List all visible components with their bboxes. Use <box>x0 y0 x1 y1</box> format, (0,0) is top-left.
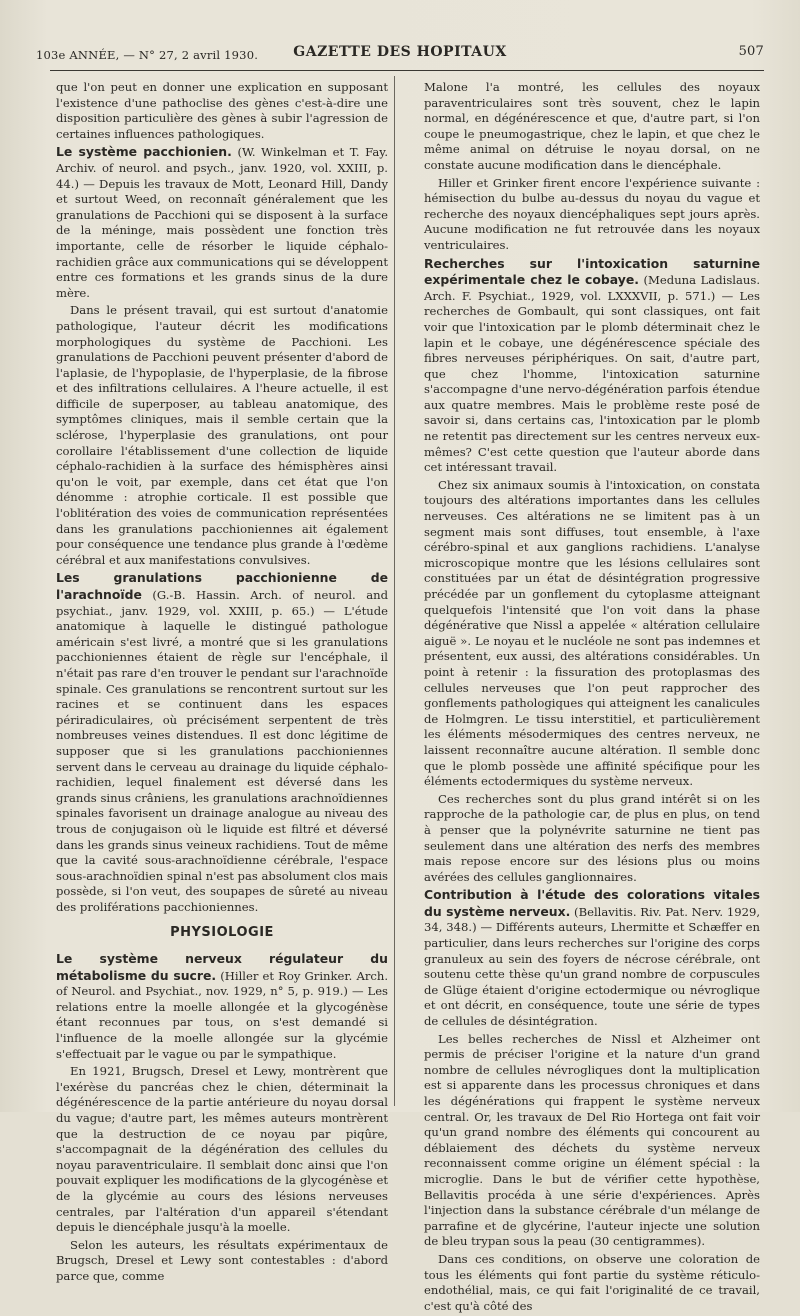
journal-title: GAZETTE DES HOPITAUX <box>293 44 507 60</box>
article-text: — Les recherches de Gombault, qui sont classiques, ont fait voir que l'intoxication par le plomb déterminait chez le lapin et le cobaye, une dégénérescence spéciale des fibres nerveuses périphériques. On sait, d'autre part, que chez l'homme, l'intoxication saturnine s'accompagne d'une nervo-dégénération parfois étendue aux quatre membres. Mais le problème reste posé de savoir si, dans certains cas, l'intoxication par le plomb ne retentit pas directement sur les centres nerveux eux-mêmes? C'est cette question que l'auteur aborde dans cet intéressant travail. <box>424 288 760 475</box>
paragraph: Ces recherches sont du plus grand intérêt si on les rapproche de la pathologie car, de plus en plus, on tend à penser que la polynévrite saturnine ne tient pas seulement dans une altération des nerfs des membres mais repose encore sur des lésions plus ou moins avérées des cellules ganglionnaires. <box>424 791 760 884</box>
article-title: Recherches sur l'intoxication saturnine expérimentale chez le cobaye. <box>424 255 760 288</box>
issue-info: 103e ANNÉE, — N° 27, 2 avril 1930. <box>36 48 259 62</box>
right-column <box>424 80 760 1316</box>
paragraph: Selon les auteurs, les résultats expérimentaux de Brugsch, Dresel et Lewy sont contestables : d'abord parce que, comme <box>56 1237 388 1283</box>
paragraph: Malone l'a montré, les cellules des noyaux paraventriculaires sont très souvent, chez le lapin normal, en dégénérescence et que, d'autre part, si l'on coupe le pneumogastrique, chez le lapin, et que chez le même animal on détruise le noyau dorsal, on ne constate aucune modification dans le diencéphale. <box>424 80 760 172</box>
paragraph: que l'on peut en donner une explication en supposant l'existence d'une pathoclise des gènes c'est-à-dire une disposition particulière des gènes à subir l'agression de certaines influences pathologiques. <box>56 80 388 141</box>
section-heading: PHYSIOLOGIE <box>170 925 274 941</box>
header-rule <box>50 70 764 71</box>
page-number: 507 <box>738 44 764 59</box>
paragraph: Chez six animaux soumis à l'intoxication, on constata toujours des altérations importantes dans les cellules nerveuses. Ces altérations ne se limitent pas à un segment mais sont diffuses, tout ensemble, à l'axe cérébro-spinal et aux ganglions rachidiens. L'analyse microscopique montre que les lésions cellulaires sont constituées par un état de désintégration progressive précédée par un gonflement du cytoplasme atteignant quelquefois l'intensité que l'on voit dans la phase dégénérative que Nissl a appelée « altération cellulaire aiguë ». Le noyau et le nucléole ne sont pas indemnes et présentent, eux aussi, des altérations considérables. Un point à retenir : la fissuration des protoplasmas des cellules nerveuses que l'on peut rapprocher des gonflements pathologiques qui atteignent les canalicules de Holmgren. Le tissu interstitiel, et particulièrement les éléments mésodermiques des centres nerveux, ne laissent reconnaître aucune altération. Il semble donc que le plomb possède une affinité spécifique pour les éléments ectodermiques du système nerveux. <box>424 477 760 789</box>
article-text: — L'étude anatomique à laquelle le distingué pathologue américain s'est livré, a montré que si les granulations pacchioniennes étaient de règle sur l'encéphale, il n'était pas rare d'en trouver le pendant sur l'arachnoïde spinale. Ces granulations se rencontrent surtout sur les racines et se continuent dans les espaces périradiculaires, où précisément serpentent de très nombreuses veines distendues. Il est donc légitime de supposer que si les granulations pacchioniennes servent dans le cerveau au drainage du liquide céphalo-rachidien, lequel finalement est déversé dans les grands sinus crâniens, les granulations arachnoïdiennes spinales favorisent un drainage analogue au niveau des trous de conjugaison où le liquide est filtré et déversé dans les grands sinus veineux rachidiens. Tout de même que la cavité sous-arachnoïdienne cérébrale, l'espace sous-arachnoïdien spinal n'est pas absolument clos mais possède, si l'on veut, des soupapes de sûreté au niveau des proliférations pacchioniennes. <box>56 603 389 914</box>
column-divider <box>394 76 395 1106</box>
article-title: Le système nerveux régulateur du métabolisme du sucre. <box>56 951 388 983</box>
article-text: — Différents auteurs, Lhermitte et Schæffer en particulier, dans leurs recherches sur l'origine des corps granuleux au sein des foyers de nécrose cérébrale, ont soutenu cette thèse qu'un grand nombre de corpuscules de Glüge étaient d'origine ectodermique ou névroglique et ont décrit, en conséquence, toute une série de types de cellules de désintégration. <box>424 920 760 1029</box>
paragraph: Dans ces conditions, on observe une coloration de tous les éléments qui font partie du système réticulo-endothélial, mais, ce qui fait l'originalité de ce travail, c'est qu'à côté des <box>424 1251 760 1313</box>
article-reference: (W. Winkelman et T. Fay. Archiv. of neurol. and psych., janv. 1920, vol. XXIII, p. 44.) <box>56 145 389 191</box>
article-reference: (G.-B. Hassin. Arch. of neurol. and psychiat., janv. 1929, vol. XXIII, p. 65.) <box>56 588 388 618</box>
paragraph: En 1921, Brugsch, Dresel et Lewy, montrèrent que l'exérèse du pancréas chez le chien, déterminait la dégénérescence de la partie antérieure du noyau dorsal du vague; d'autre part, les mêmes auteurs montrèrent que la destruction de ce noyau par piqûre, s'accompagnait de la dégénération des cellules du noyau paraventriculaire. Il semblait donc ainsi que l'on pouvait expliquer les modifications de la glycogénèse et de la glycémie au cours des lésions nerveuses centrales, par l'altération d'un appareil s'étendant depuis le diencéphale jusqu'à la moelle. <box>56 1064 388 1235</box>
article-title: Contribution à l'étude des colorations vitales du système nerveux. <box>424 887 760 919</box>
article-reference: (Meduna Ladislaus. Arch. F. Psychiat., 1929, vol. LXXXVII, p. 571.) <box>424 273 760 303</box>
paragraph: Les belles recherches de Nissl et Alzheimer ont permis de préciser l'origine et la nature d'un grand nombre de cellules névrogliques dont la multiplication est si apparente dans les processus chroniques et dans les dégénérations qui frappent le système nerveux central. Or, les travaux de Del Rio Hortega ont fait voir qu'un grand nombre des éléments qui concourent au déblaiement des déchets du système nerveux reconnaissent comme origine un élément spécial : la microglie. Dans le but de vérifier cette hypothèse, Bellavitis procéda à une série d'expériences. Après l'injection dans la substance cérébrale d'un mélange de parrafine et de glycérine, l'auteur injecte une solution de bleu trypan sous la peau (30 centigrammes). <box>424 1031 760 1249</box>
article-title: Les granulations pacchionienne de l'arachnoïde <box>56 570 388 602</box>
article-text: — Depuis les travaux de Mott, Leonard Hill, Dandy et surtout Weed, on reconnaît généralement que les granulations de Pacchioni qui se disposent à la surface de la méninge, mais possèdent une fonction très importante, celle de résorber le liquide céphalo-rachidien grâce aux communications qui se développent entre ces formations et les grands sinus de la dure mère. <box>56 176 389 300</box>
article-title: Le système pacchionien. <box>56 144 232 160</box>
article-reference: (Bellavitis. Riv. Pat. Nerv. 1929, 34, 348.) <box>424 904 761 935</box>
left-column <box>56 80 388 1287</box>
paragraph: Dans le présent travail, qui est surtout d'anatomie pathologique, l'auteur décrit les modifications morphologiques du système de Pacchioni. Les granulations de Pacchioni peuvent présenter d'abord de l'aplasie, de l'hypoplasie, de l'hyperplasie, de la fibrose et des infiltrations cellulaires. A l'heure actuelle, il est difficile de superposer, au tableau anatomique, des symptômes cliniques, mais il semble certain que la sclérose, l'hyperplasie des granulations, ont pour corollaire l'établissement d'une collection de liquide céphalo-rachidien à la surface des hémisphères ainsi qu'on le voit, par exemple, dans cet état que l'on dénomme : atrophie corticale. Il est possible que l'oblitération des voies de communication représentées dans les granulations pacchioniennes ait également pour conséquence une tendance plus grande à l'œdème cérébral et aux manifestations convulsives. <box>56 303 388 567</box>
article-text: — Les relations entre la moelle allongée et la glycogénèse étant reconnues par tous, on s'est demandé si l'influence de la moelle allongée sur la glycémie s'effectuait par le vague ou par le sympathique. <box>56 984 389 1061</box>
page-header <box>36 40 764 66</box>
article-reference: (Hiller et Roy Grinker. Arch. of Neurol. and Psychiat., nov. 1929, n° 5, p. 919.) <box>56 968 389 999</box>
paragraph: Hiller et Grinker firent encore l'expérience suivante : hémisection du bulbe au-dessus du noyau du vague et recherche des noyaux diencéphaliques sept jours après. Aucune modification ne fut retrouvée dans les noyaux ventriculaires. <box>424 175 760 252</box>
